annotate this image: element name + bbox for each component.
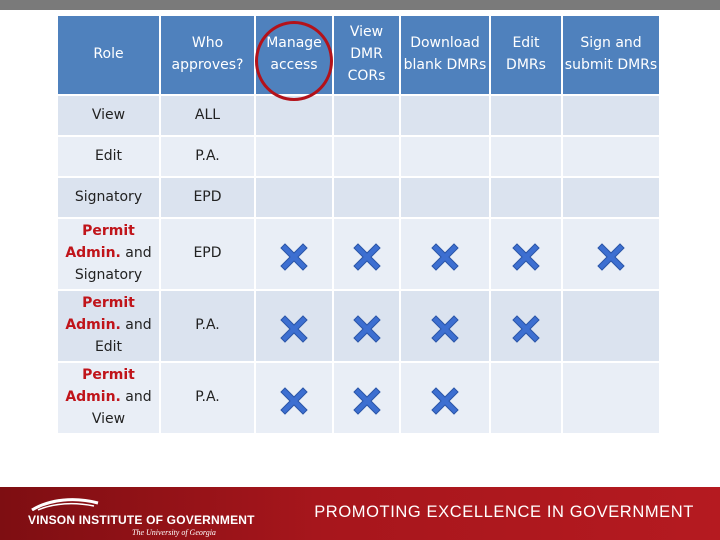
cross-icon <box>512 315 540 343</box>
permission-cell-edit-dmrs <box>490 218 562 290</box>
role-cell <box>57 290 160 362</box>
header-row <box>57 15 660 95</box>
role-label: View <box>91 106 126 123</box>
permission-cell-view-dmr-cors <box>333 177 400 218</box>
permission-cell-sign-submit-dmrs <box>562 136 660 177</box>
cross-icon <box>431 315 459 343</box>
header-view-dmr-cors: View DMR CORs <box>333 15 400 95</box>
role-suffix-label: and View <box>91 389 152 427</box>
approver-cell: P.A. <box>160 362 255 434</box>
role-cell <box>57 177 160 218</box>
logo-text: VINSON INSTITUTE OF GOVERNMENT <box>28 513 255 527</box>
permission-cell-edit-dmrs <box>490 290 562 362</box>
header-manage-access: Manage access <box>255 15 333 95</box>
permission-cell-download-blank-dmrs <box>400 290 490 362</box>
permission-cell-manage-access <box>255 218 333 290</box>
footer-banner <box>0 487 720 540</box>
approver-cell: P.A. <box>160 290 255 362</box>
role-label: Edit <box>94 147 123 164</box>
tagline: PROMOTING EXCELLENCE IN GOVERNMENT <box>314 503 694 521</box>
logo-subtext: The University of Georgia <box>132 528 216 537</box>
table-row <box>57 177 660 218</box>
approver-cell: EPD <box>160 177 255 218</box>
cross-icon <box>280 315 308 343</box>
permit-admin-label: Permit Admin. <box>65 223 135 262</box>
permission-cell-view-dmr-cors <box>333 290 400 362</box>
permission-cell-manage-access <box>255 290 333 362</box>
permission-cell-download-blank-dmrs <box>400 95 490 136</box>
cross-icon <box>597 243 625 271</box>
permission-cell-view-dmr-cors <box>333 362 400 434</box>
cross-icon <box>512 243 540 271</box>
approver-cell: EPD <box>160 218 255 290</box>
permission-cell-download-blank-dmrs <box>400 218 490 290</box>
approver-cell: P.A. <box>160 136 255 177</box>
permission-cell-download-blank-dmrs <box>400 362 490 434</box>
role-cell <box>57 362 160 434</box>
permission-cell-sign-submit-dmrs <box>562 95 660 136</box>
table-row <box>57 290 660 362</box>
permission-cell-sign-submit-dmrs <box>562 362 660 434</box>
top-bar <box>0 0 720 10</box>
permission-cell-download-blank-dmrs <box>400 177 490 218</box>
role-suffix-label: and Edit <box>94 317 152 355</box>
permission-cell-edit-dmrs <box>490 95 562 136</box>
cross-icon <box>431 243 459 271</box>
approver-cell: ALL <box>160 95 255 136</box>
permission-cell-edit-dmrs <box>490 177 562 218</box>
role-label: Signatory <box>74 188 143 205</box>
manage-access-highlight-circle <box>255 21 333 101</box>
header-sign-submit-dmrs: Sign and submit DMRs <box>562 15 660 95</box>
permission-cell-download-blank-dmrs <box>400 136 490 177</box>
vinson-institute-logo <box>24 495 255 537</box>
permission-cell-manage-access <box>255 136 333 177</box>
permission-cell-manage-access <box>255 177 333 218</box>
cross-icon <box>353 243 381 271</box>
cross-icon <box>280 387 308 415</box>
header-download-blank-dmrs: Download blank DMRs <box>400 15 490 95</box>
permission-cell-view-dmr-cors <box>333 136 400 177</box>
table-row <box>57 95 660 136</box>
role-cell <box>57 136 160 177</box>
permission-cell-manage-access <box>255 362 333 434</box>
permission-cell-edit-dmrs <box>490 136 562 177</box>
header-role: Role <box>57 15 160 95</box>
permission-cell-view-dmr-cors <box>333 95 400 136</box>
permit-admin-label: Permit Admin. <box>65 367 135 406</box>
permission-cell-sign-submit-dmrs <box>562 218 660 290</box>
cross-icon <box>353 315 381 343</box>
permission-cell-manage-access <box>255 95 333 136</box>
permission-cell-edit-dmrs <box>490 362 562 434</box>
permission-cell-sign-submit-dmrs <box>562 290 660 362</box>
permit-admin-label: Permit Admin. <box>65 295 135 334</box>
permissions-table <box>56 14 661 435</box>
cross-icon <box>280 243 308 271</box>
cross-icon <box>353 387 381 415</box>
header-approver: Who approves? <box>160 15 255 95</box>
permission-cell-view-dmr-cors <box>333 218 400 290</box>
role-suffix-label: and Signatory <box>74 245 152 283</box>
permission-cell-sign-submit-dmrs <box>562 177 660 218</box>
cross-icon <box>431 387 459 415</box>
table-row <box>57 218 660 290</box>
header-edit-dmrs: Edit DMRs <box>490 15 562 95</box>
role-cell <box>57 218 160 290</box>
table-row <box>57 362 660 434</box>
table-row <box>57 136 660 177</box>
logo-swoosh-icon <box>30 497 100 511</box>
role-cell <box>57 95 160 136</box>
table-body <box>57 95 660 434</box>
